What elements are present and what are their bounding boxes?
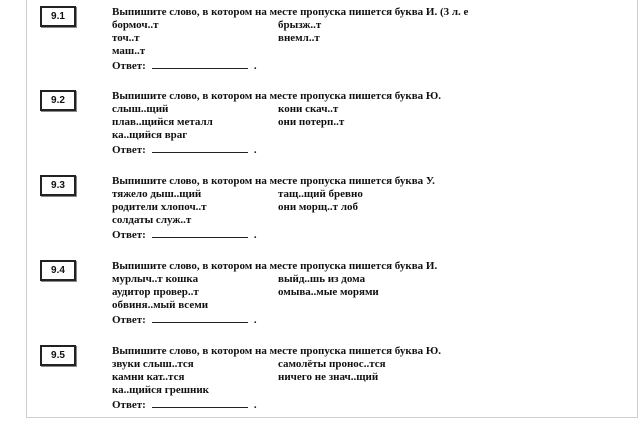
option: выйд..шь из дома [278, 273, 366, 285]
option: они морщ..т лоб [278, 201, 359, 213]
task-number: 9.2 [40, 90, 76, 111]
task-question: Выпишите слово, в котором на месте пропуска пишется буква Ю. [112, 345, 442, 357]
option: слыш..щий [112, 103, 169, 115]
task-question: Выпишите слово, в котором на месте пропуска пишется буква И. (3 л. е [112, 6, 469, 18]
option: кони скач..т [278, 103, 339, 115]
answer-line: Ответ: . [112, 229, 257, 241]
option: тащ..щий бревно [278, 188, 363, 200]
answer-line: Ответ: . [112, 60, 257, 72]
task-number: 9.1 [40, 6, 76, 27]
option: ка..щийся враг [112, 129, 188, 141]
answer-blank[interactable] [152, 314, 248, 323]
option: омыва..мые морями [278, 286, 379, 298]
option: внемл..т [278, 32, 320, 44]
task-9-4 [40, 260, 600, 340]
task-9-2 [40, 90, 600, 170]
option: самолёты пронос..тся [278, 358, 386, 370]
answer-blank[interactable] [152, 229, 248, 238]
answer-label: Ответ: [112, 60, 146, 72]
option: ничего не знач..щий [278, 371, 379, 383]
task-question: Выпишите слово, в котором на месте пропуска пишется буква Ю. [112, 90, 442, 102]
answer-label: Ответ: [112, 229, 146, 241]
option: мурлыч..т кошка [112, 273, 199, 285]
option: плав..щийся металл [112, 116, 213, 128]
option: камни кат..тся [112, 371, 185, 383]
option: звуки слыш..тся [112, 358, 194, 370]
option: обвиня..мый всеми [112, 299, 209, 311]
option: бормоч..т [112, 19, 159, 31]
task-9-5 [40, 345, 600, 425]
option: аудитор провер..т [112, 286, 199, 298]
option: брызж..т [278, 19, 322, 31]
answer-line: Ответ: . [112, 144, 257, 156]
task-question: Выпишите слово, в котором на месте пропуска пишется буква У. [112, 175, 435, 187]
task-9-3 [40, 175, 600, 255]
task-9-1 [40, 6, 600, 86]
answer-label: Ответ: [112, 314, 146, 326]
option: солдаты служ..т [112, 214, 192, 226]
answer-label: Ответ: [112, 144, 146, 156]
task-number: 9.5 [40, 345, 76, 366]
task-question: Выпишите слово, в котором на месте пропуска пишется буква И. [112, 260, 438, 272]
answer-blank[interactable] [152, 60, 248, 69]
answer-line: Ответ: . [112, 399, 257, 411]
option: ка..щийся грешник [112, 384, 210, 396]
option: они потерп..т [278, 116, 345, 128]
answer-line: Ответ: . [112, 314, 257, 326]
answer-label: Ответ: [112, 399, 146, 411]
task-number: 9.4 [40, 260, 76, 281]
option: маш..т [112, 45, 146, 57]
option: родители хлопоч..т [112, 201, 207, 213]
option: тяжело дыш..щий [112, 188, 202, 200]
option: точ..т [112, 32, 140, 44]
answer-blank[interactable] [152, 144, 248, 153]
task-number: 9.3 [40, 175, 76, 196]
answer-blank[interactable] [152, 399, 248, 408]
